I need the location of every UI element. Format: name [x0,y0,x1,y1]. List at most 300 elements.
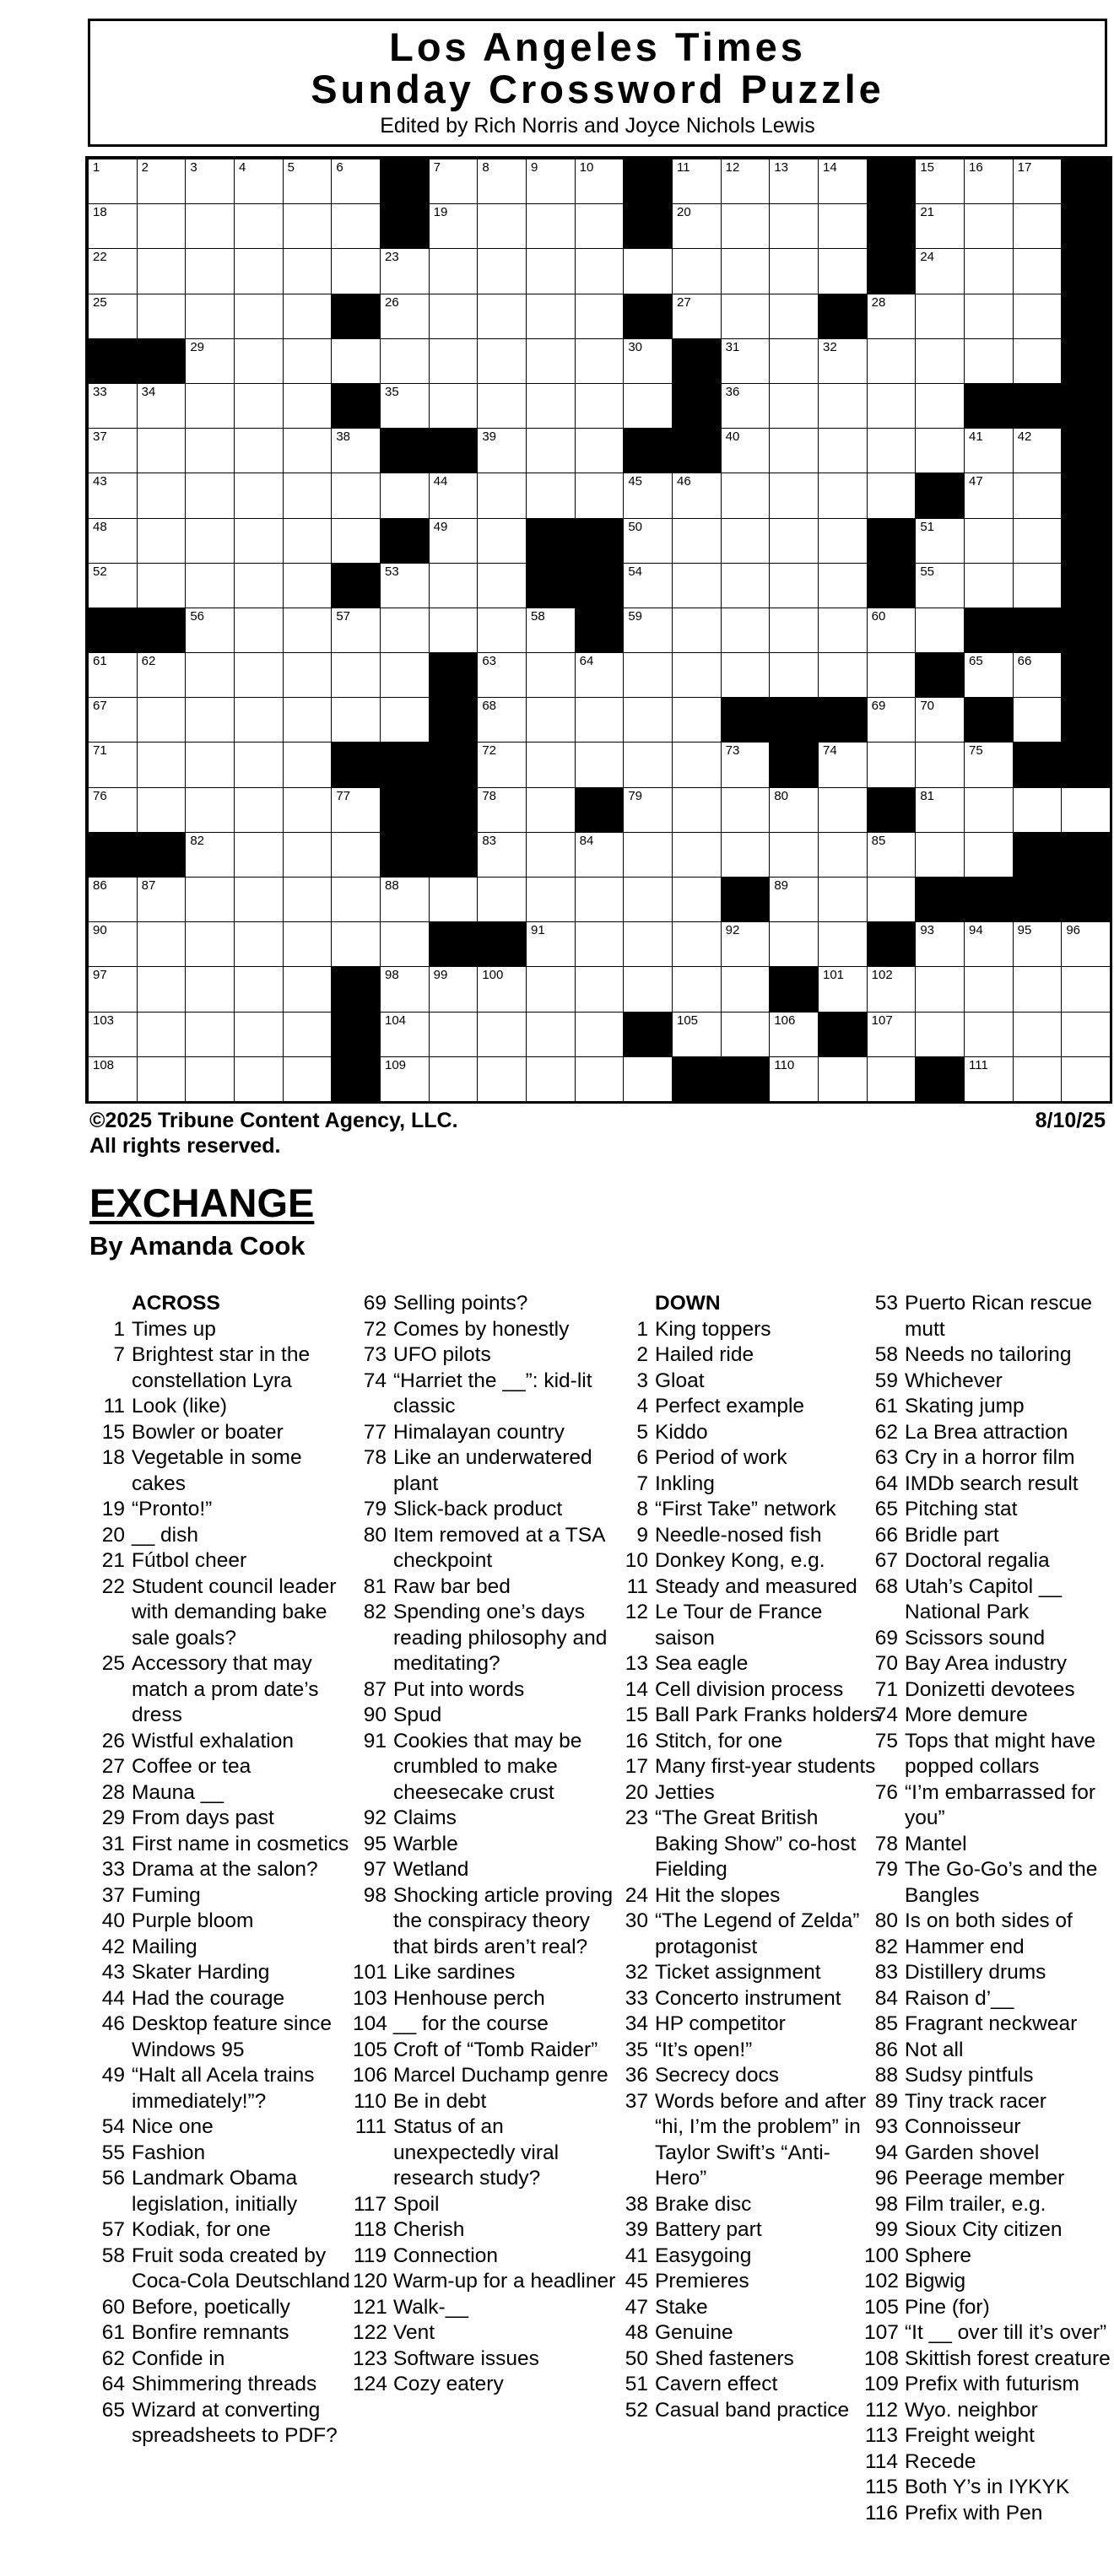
grid-cell[interactable] [283,203,333,250]
grid-cell[interactable] [623,652,673,699]
grid-cell[interactable] [380,652,430,699]
grid-cell[interactable] [867,697,917,743]
grid-cell[interactable] [721,428,771,474]
grid-cell[interactable] [769,877,819,923]
grid-cell[interactable] [623,832,673,878]
grid-cell[interactable] [137,1056,187,1103]
grid-cell[interactable] [964,742,1014,788]
grid-cell[interactable] [234,921,284,968]
grid-cell[interactable] [1013,921,1063,968]
grid-cell[interactable] [769,473,819,519]
grid-cell[interactable] [526,966,576,1013]
grid-cell[interactable] [623,697,673,743]
grid-cell[interactable] [283,518,333,564]
grid-cell[interactable] [575,1056,625,1103]
grid-cell[interactable] [283,921,333,968]
grid-cell[interactable] [721,203,771,250]
grid-cell[interactable] [575,742,625,788]
grid-cell[interactable] [185,921,235,968]
grid-cell[interactable] [867,338,917,385]
grid-cell[interactable] [964,1056,1014,1103]
grid-cell[interactable] [769,1056,819,1103]
grid-cell[interactable] [234,473,284,519]
grid-cell[interactable] [331,877,381,923]
grid-cell[interactable] [137,966,187,1013]
grid-cell[interactable] [964,563,1014,609]
grid-cell[interactable] [185,563,235,609]
grid-cell[interactable] [234,608,284,654]
grid-cell[interactable] [429,338,479,385]
grid-cell[interactable] [1013,518,1063,564]
grid-cell[interactable] [88,473,138,519]
grid-cell[interactable] [185,518,235,564]
grid-cell[interactable] [185,248,235,294]
grid-cell[interactable] [672,966,722,1013]
grid-cell[interactable] [477,159,527,205]
grid-cell[interactable] [769,159,819,205]
grid-cell[interactable] [672,877,722,923]
grid-cell[interactable] [915,787,965,834]
grid-cell[interactable] [234,294,284,340]
grid-cell[interactable] [477,1012,527,1058]
grid-cell[interactable] [477,1056,527,1103]
grid-cell[interactable] [88,742,138,788]
grid-cell[interactable] [623,1056,673,1103]
grid-cell[interactable] [477,652,527,699]
grid-cell[interactable] [283,787,333,834]
grid-cell[interactable] [331,697,381,743]
grid-cell[interactable] [915,203,965,250]
grid-cell[interactable] [477,608,527,654]
grid-cell[interactable] [769,518,819,564]
grid-cell[interactable] [185,832,235,878]
grid-cell[interactable] [672,832,722,878]
grid-cell[interactable] [672,203,722,250]
grid-cell[interactable] [331,921,381,968]
grid-cell[interactable] [331,518,381,564]
grid-cell[interactable] [137,159,187,205]
grid-cell[interactable] [185,652,235,699]
grid-cell[interactable] [429,294,479,340]
grid-cell[interactable] [137,1012,187,1058]
grid-cell[interactable] [137,248,187,294]
grid-cell[interactable] [964,1012,1014,1058]
grid-cell[interactable] [137,203,187,250]
grid-cell[interactable] [477,203,527,250]
grid-cell[interactable] [185,294,235,340]
grid-cell[interactable] [1013,1056,1063,1103]
grid-cell[interactable] [526,473,576,519]
grid-cell[interactable] [88,518,138,564]
grid-cell[interactable] [964,428,1014,474]
grid-cell[interactable] [915,428,965,474]
grid-cell[interactable] [380,921,430,968]
grid-cell[interactable] [234,563,284,609]
grid-cell[interactable] [818,742,868,788]
grid-cell[interactable] [867,383,917,429]
grid-cell[interactable] [429,473,479,519]
grid-cell[interactable] [915,832,965,878]
grid-cell[interactable] [769,563,819,609]
grid-cell[interactable] [964,966,1014,1013]
grid-cell[interactable] [818,832,868,878]
grid-cell[interactable] [137,921,187,968]
grid-cell[interactable] [234,518,284,564]
grid-cell[interactable] [964,159,1014,205]
grid-cell[interactable] [526,787,576,834]
grid-cell[interactable] [1013,563,1063,609]
grid-cell[interactable] [477,697,527,743]
grid-cell[interactable] [1061,787,1111,834]
grid-cell[interactable] [283,563,333,609]
grid-cell[interactable] [818,652,868,699]
grid-cell[interactable] [526,608,576,654]
grid-cell[interactable] [721,473,771,519]
grid-cell[interactable] [429,203,479,250]
grid-cell[interactable] [331,608,381,654]
grid-cell[interactable] [721,294,771,340]
grid-cell[interactable] [721,787,771,834]
grid-cell[interactable] [429,608,479,654]
grid-cell[interactable] [769,383,819,429]
grid-cell[interactable] [769,921,819,968]
grid-cell[interactable] [915,518,965,564]
grid-cell[interactable] [137,563,187,609]
grid-cell[interactable] [672,697,722,743]
grid-cell[interactable] [721,608,771,654]
grid-cell[interactable] [769,294,819,340]
grid-cell[interactable] [234,697,284,743]
grid-cell[interactable] [721,383,771,429]
grid-cell[interactable] [88,921,138,968]
grid-cell[interactable] [672,248,722,294]
grid-cell[interactable] [88,294,138,340]
grid-cell[interactable] [867,294,917,340]
grid-cell[interactable] [769,832,819,878]
grid-cell[interactable] [721,832,771,878]
grid-cell[interactable] [915,1012,965,1058]
grid-cell[interactable] [867,966,917,1013]
grid-cell[interactable] [477,248,527,294]
grid-cell[interactable] [721,518,771,564]
grid-cell[interactable] [1061,1056,1111,1103]
grid-cell[interactable] [331,248,381,294]
grid-cell[interactable] [429,1056,479,1103]
grid-cell[interactable] [818,383,868,429]
grid-cell[interactable] [88,652,138,699]
grid-cell[interactable] [769,787,819,834]
grid-cell[interactable] [429,159,479,205]
grid-cell[interactable] [1061,1012,1111,1058]
grid-cell[interactable] [526,742,576,788]
grid-cell[interactable] [818,877,868,923]
grid-cell[interactable] [818,159,868,205]
grid-cell[interactable] [672,921,722,968]
grid-cell[interactable] [526,652,576,699]
grid-cell[interactable] [234,1056,284,1103]
grid-cell[interactable] [672,608,722,654]
grid-cell[interactable] [380,383,430,429]
grid-cell[interactable] [623,248,673,294]
grid-cell[interactable] [623,742,673,788]
grid-cell[interactable] [964,832,1014,878]
grid-cell[interactable] [867,877,917,923]
grid-cell[interactable] [477,518,527,564]
grid-cell[interactable] [575,294,625,340]
grid-cell[interactable] [477,877,527,923]
grid-cell[interactable] [818,518,868,564]
grid-cell[interactable] [526,383,576,429]
grid-cell[interactable] [915,742,965,788]
grid-cell[interactable] [380,608,430,654]
grid-cell[interactable] [331,473,381,519]
grid-cell[interactable] [721,742,771,788]
grid-cell[interactable] [964,921,1014,968]
grid-cell[interactable] [477,338,527,385]
grid-cell[interactable] [234,832,284,878]
grid-cell[interactable] [867,1056,917,1103]
grid-cell[interactable] [769,428,819,474]
grid-cell[interactable] [721,563,771,609]
grid-cell[interactable] [867,1012,917,1058]
grid-cell[interactable] [88,203,138,250]
grid-cell[interactable] [283,1012,333,1058]
grid-cell[interactable] [88,1056,138,1103]
grid-cell[interactable] [137,294,187,340]
grid-cell[interactable] [380,966,430,1013]
grid-cell[interactable] [283,159,333,205]
grid-cell[interactable] [672,1012,722,1058]
grid-cell[interactable] [867,608,917,654]
grid-cell[interactable] [283,338,333,385]
grid-cell[interactable] [429,1012,479,1058]
grid-cell[interactable] [477,563,527,609]
grid-cell[interactable] [234,742,284,788]
grid-cell[interactable] [623,921,673,968]
grid-cell[interactable] [526,159,576,205]
grid-cell[interactable] [1013,966,1063,1013]
grid-cell[interactable] [526,203,576,250]
grid-cell[interactable] [331,787,381,834]
grid-cell[interactable] [818,563,868,609]
grid-cell[interactable] [1013,294,1063,340]
grid-cell[interactable] [575,159,625,205]
grid-cell[interactable] [137,428,187,474]
grid-cell[interactable] [185,877,235,923]
grid-cell[interactable] [380,877,430,923]
grid-cell[interactable] [672,159,722,205]
grid-cell[interactable] [380,294,430,340]
grid-cell[interactable] [331,338,381,385]
grid-cell[interactable] [331,652,381,699]
grid-cell[interactable] [429,518,479,564]
grid-cell[interactable] [477,832,527,878]
grid-cell[interactable] [818,608,868,654]
grid-cell[interactable] [234,383,284,429]
grid-cell[interactable] [818,248,868,294]
grid-cell[interactable] [575,832,625,878]
grid-cell[interactable] [575,248,625,294]
grid-cell[interactable] [575,383,625,429]
grid-cell[interactable] [964,787,1014,834]
grid-cell[interactable] [477,473,527,519]
grid-cell[interactable] [331,428,381,474]
grid-cell[interactable] [575,203,625,250]
grid-cell[interactable] [915,608,965,654]
grid-cell[interactable] [1013,652,1063,699]
grid-cell[interactable] [818,966,868,1013]
grid-cell[interactable] [623,473,673,519]
grid-cell[interactable] [137,383,187,429]
grid-cell[interactable] [331,159,381,205]
grid-cell[interactable] [867,428,917,474]
grid-cell[interactable] [915,921,965,968]
grid-cell[interactable] [1013,787,1063,834]
grid-cell[interactable] [672,563,722,609]
grid-cell[interactable] [915,159,965,205]
grid-cell[interactable] [185,203,235,250]
grid-cell[interactable] [526,1012,576,1058]
grid-cell[interactable] [623,608,673,654]
grid-cell[interactable] [575,697,625,743]
grid-cell[interactable] [964,473,1014,519]
grid-cell[interactable] [185,608,235,654]
grid-cell[interactable] [526,921,576,968]
grid-cell[interactable] [964,338,1014,385]
grid-cell[interactable] [1061,921,1111,968]
grid-cell[interactable] [429,563,479,609]
grid-cell[interactable] [185,338,235,385]
grid-cell[interactable] [964,518,1014,564]
grid-cell[interactable] [283,473,333,519]
grid-cell[interactable] [915,563,965,609]
grid-cell[interactable] [769,338,819,385]
grid-cell[interactable] [477,966,527,1013]
grid-cell[interactable] [283,428,333,474]
grid-cell[interactable] [526,338,576,385]
grid-cell[interactable] [380,338,430,385]
grid-cell[interactable] [672,742,722,788]
grid-cell[interactable] [818,428,868,474]
grid-cell[interactable] [1013,428,1063,474]
grid-cell[interactable] [137,518,187,564]
grid-cell[interactable] [88,428,138,474]
grid-cell[interactable] [185,1056,235,1103]
grid-cell[interactable] [185,473,235,519]
grid-cell[interactable] [526,428,576,474]
grid-cell[interactable] [137,652,187,699]
grid-cell[interactable] [575,877,625,923]
grid-cell[interactable] [721,966,771,1013]
grid-cell[interactable] [380,697,430,743]
grid-cell[interactable] [818,787,868,834]
grid-cell[interactable] [283,652,333,699]
grid-cell[interactable] [818,338,868,385]
grid-cell[interactable] [915,248,965,294]
grid-cell[interactable] [283,383,333,429]
grid-cell[interactable] [185,787,235,834]
grid-cell[interactable] [429,383,479,429]
grid-cell[interactable] [769,1012,819,1058]
grid-cell[interactable] [234,248,284,294]
grid-cell[interactable] [721,248,771,294]
grid-cell[interactable] [672,652,722,699]
grid-cell[interactable] [623,787,673,834]
grid-cell[interactable] [964,203,1014,250]
grid-cell[interactable] [818,921,868,968]
grid-cell[interactable] [575,1012,625,1058]
grid-cell[interactable] [185,383,235,429]
grid-cell[interactable] [429,877,479,923]
grid-cell[interactable] [964,248,1014,294]
grid-cell[interactable] [234,203,284,250]
grid-cell[interactable] [964,652,1014,699]
grid-cell[interactable] [283,608,333,654]
grid-cell[interactable] [380,1012,430,1058]
grid-cell[interactable] [88,248,138,294]
grid-cell[interactable] [721,159,771,205]
grid-cell[interactable] [769,203,819,250]
grid-cell[interactable] [283,1056,333,1103]
grid-cell[interactable] [915,294,965,340]
grid-cell[interactable] [575,966,625,1013]
grid-cell[interactable] [915,966,965,1013]
grid-cell[interactable] [721,338,771,385]
grid-cell[interactable] [88,966,138,1013]
grid-cell[interactable] [283,697,333,743]
grid-cell[interactable] [1013,203,1063,250]
grid-cell[interactable] [623,383,673,429]
grid-cell[interactable] [234,338,284,385]
grid-cell[interactable] [1061,966,1111,1013]
grid-cell[interactable] [721,652,771,699]
grid-cell[interactable] [234,966,284,1013]
grid-cell[interactable] [88,1012,138,1058]
grid-cell[interactable] [88,877,138,923]
grid-cell[interactable] [769,652,819,699]
grid-cell[interactable] [283,742,333,788]
grid-cell[interactable] [1013,1012,1063,1058]
grid-cell[interactable] [526,877,576,923]
grid-cell[interactable] [88,159,138,205]
grid-cell[interactable] [429,966,479,1013]
grid-cell[interactable] [1013,248,1063,294]
grid-cell[interactable] [526,1056,576,1103]
grid-cell[interactable] [185,966,235,1013]
grid-cell[interactable] [818,203,868,250]
grid-cell[interactable] [623,338,673,385]
grid-cell[interactable] [234,159,284,205]
grid-cell[interactable] [672,294,722,340]
grid-cell[interactable] [477,383,527,429]
grid-cell[interactable] [769,248,819,294]
grid-cell[interactable] [1013,159,1063,205]
grid-cell[interactable] [672,787,722,834]
grid-cell[interactable] [185,1012,235,1058]
grid-cell[interactable] [867,473,917,519]
grid-cell[interactable] [575,338,625,385]
grid-cell[interactable] [283,294,333,340]
grid-cell[interactable] [575,428,625,474]
grid-cell[interactable] [623,966,673,1013]
grid-cell[interactable] [526,248,576,294]
grid-cell[interactable] [88,697,138,743]
grid-cell[interactable] [818,1056,868,1103]
grid-cell[interactable] [867,652,917,699]
grid-cell[interactable] [137,877,187,923]
grid-cell[interactable] [137,697,187,743]
grid-cell[interactable] [721,921,771,968]
